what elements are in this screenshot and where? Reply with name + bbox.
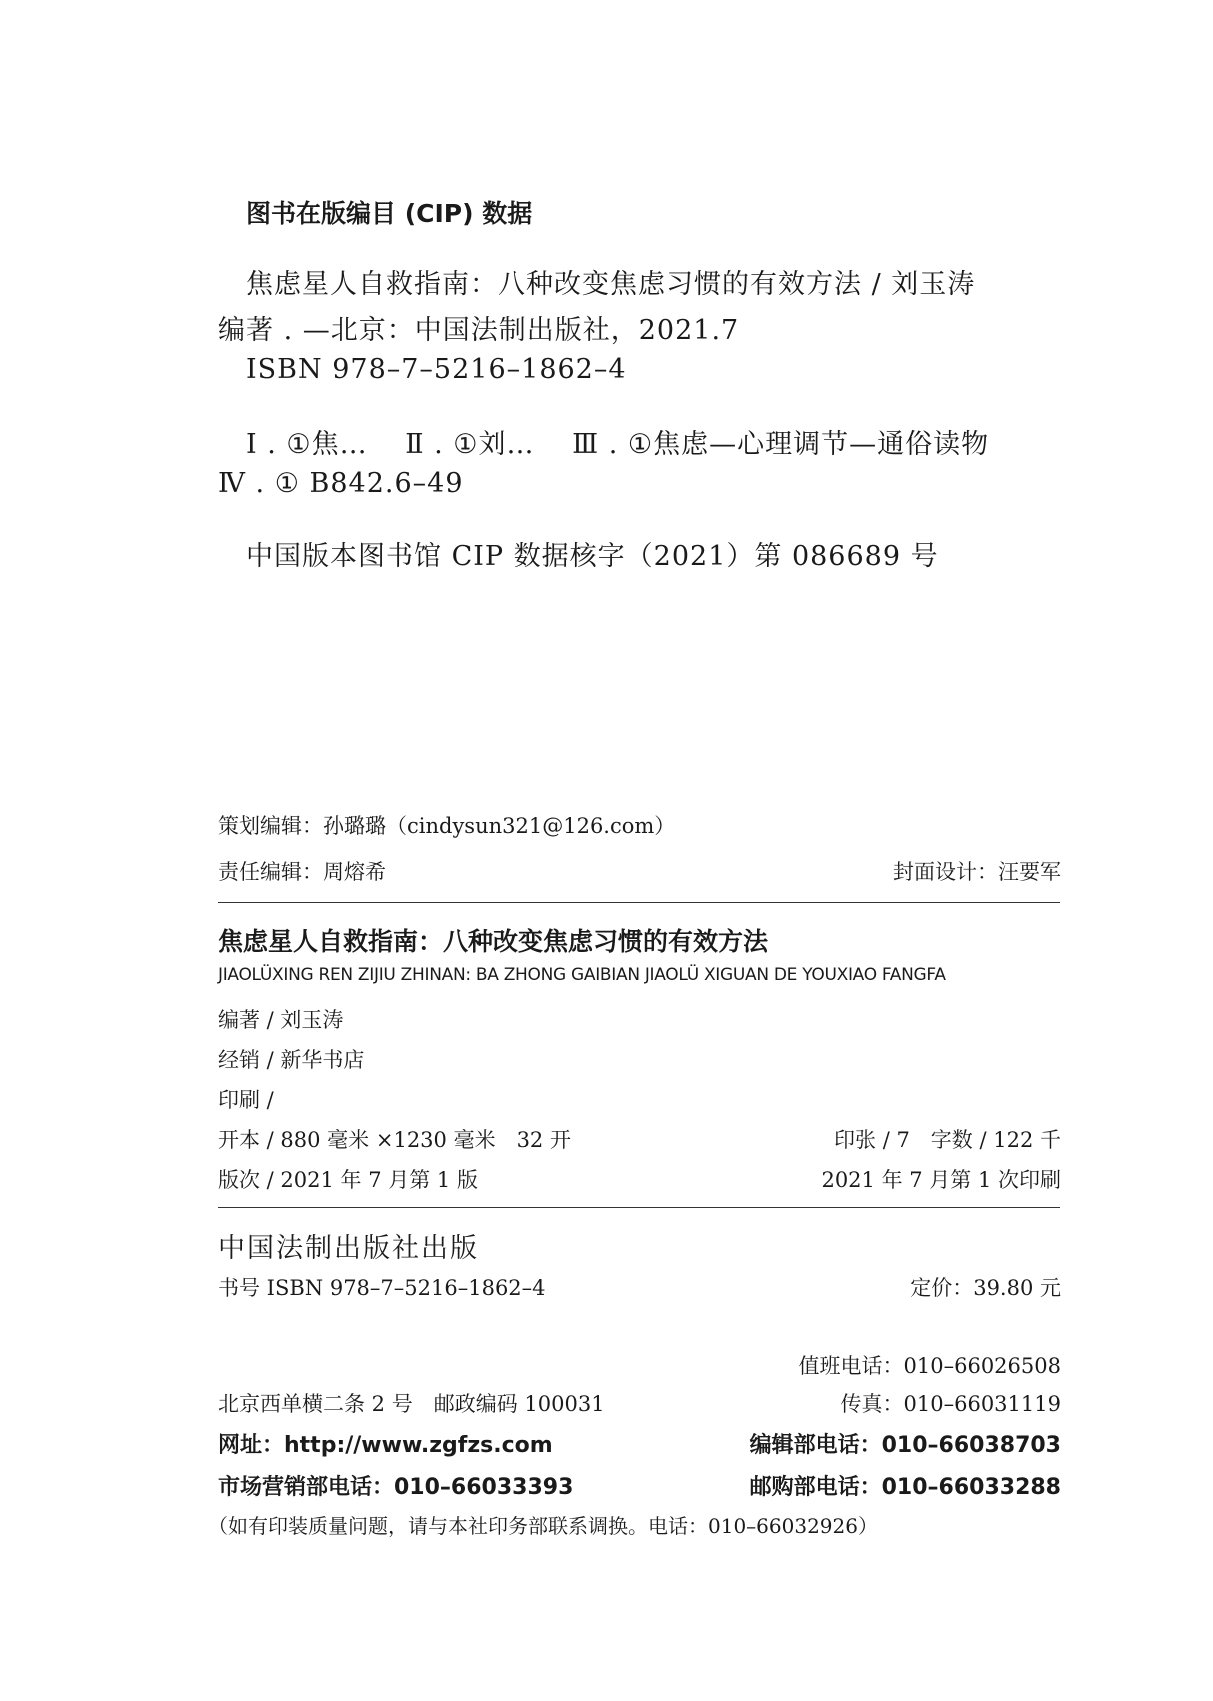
cip-title-line1: 焦虑星人自救指南：八种改变焦虑习惯的有效方法 / 刘玉涛 [246,269,976,300]
mail-order-phone: 邮购部电话：010–66033288 [749,1475,1061,1500]
book-author: 编著 / 刘玉涛 [218,1008,344,1032]
divider-top [218,902,1060,903]
cip-title-line2: 编著 . —北京：中国法制出版社，2021.7 [218,315,740,346]
cip-heading: 图书在版编目 (CIP) 数据 [246,199,533,228]
book-title: 焦虑星人自救指南：八种改变焦虑习惯的有效方法 [218,927,769,956]
book-price: 定价：39.80 元 [910,1276,1061,1300]
book-sheets-words: 印张 / 7 字数 / 122 千 [834,1128,1061,1152]
book-printer: 印刷 / [218,1088,274,1112]
book-title-pinyin: JIAOLÜXING REN ZIJIU ZHINAN: BA ZHONG GAIBIAN JIAOLÜ XIGUAN DE YOUXIAO FANGFA [218,965,946,985]
fax-number: 传真：010–66031119 [840,1392,1061,1416]
publisher-name: 中国法制出版社出版 [218,1233,479,1264]
cip-classification-line1: Ⅰ . ①焦… Ⅱ . ①刘… Ⅲ . ①焦虑—心理调节—通俗读物 [246,429,990,460]
planning-editor: 策划编辑：孙璐璐（cindysun321@126.com） [218,814,676,838]
publisher-address: 北京西单横二条 2 号 邮政编码 100031 [218,1392,605,1416]
cip-verification: 中国版本图书馆 CIP 数据核字（2021）第 086689 号 [246,541,939,572]
book-format: 开本 / 880 毫米 ×1230 毫米 32 开 [218,1128,571,1152]
marketing-phone: 市场营销部电话：010–66033393 [218,1475,574,1500]
cover-designer: 封面设计：汪要军 [893,860,1061,884]
divider-bottom [218,1207,1060,1208]
book-number: 书号 ISBN 978–7–5216–1862–4 [218,1276,546,1300]
book-edition: 版次 / 2021 年 7 月第 1 版 [218,1168,478,1192]
website: 网址：http://www.zgfzs.com [218,1433,553,1458]
book-printing: 2021 年 7 月第 1 次印刷 [821,1168,1061,1192]
cip-classification-line2: Ⅳ . ① B842.6–49 [218,468,464,499]
responsible-editor: 责任编辑：周熔希 [218,860,386,884]
editorial-phone: 编辑部电话：010–66038703 [749,1433,1061,1458]
duty-phone: 值班电话：010–66026508 [798,1354,1061,1378]
quality-note: （如有印装质量问题，请与本社印务部联系调换。电话：010–66032926） [208,1514,878,1538]
cip-isbn: ISBN 978–7–5216–1862–4 [246,354,627,385]
book-distributor: 经销 / 新华书店 [218,1048,365,1072]
